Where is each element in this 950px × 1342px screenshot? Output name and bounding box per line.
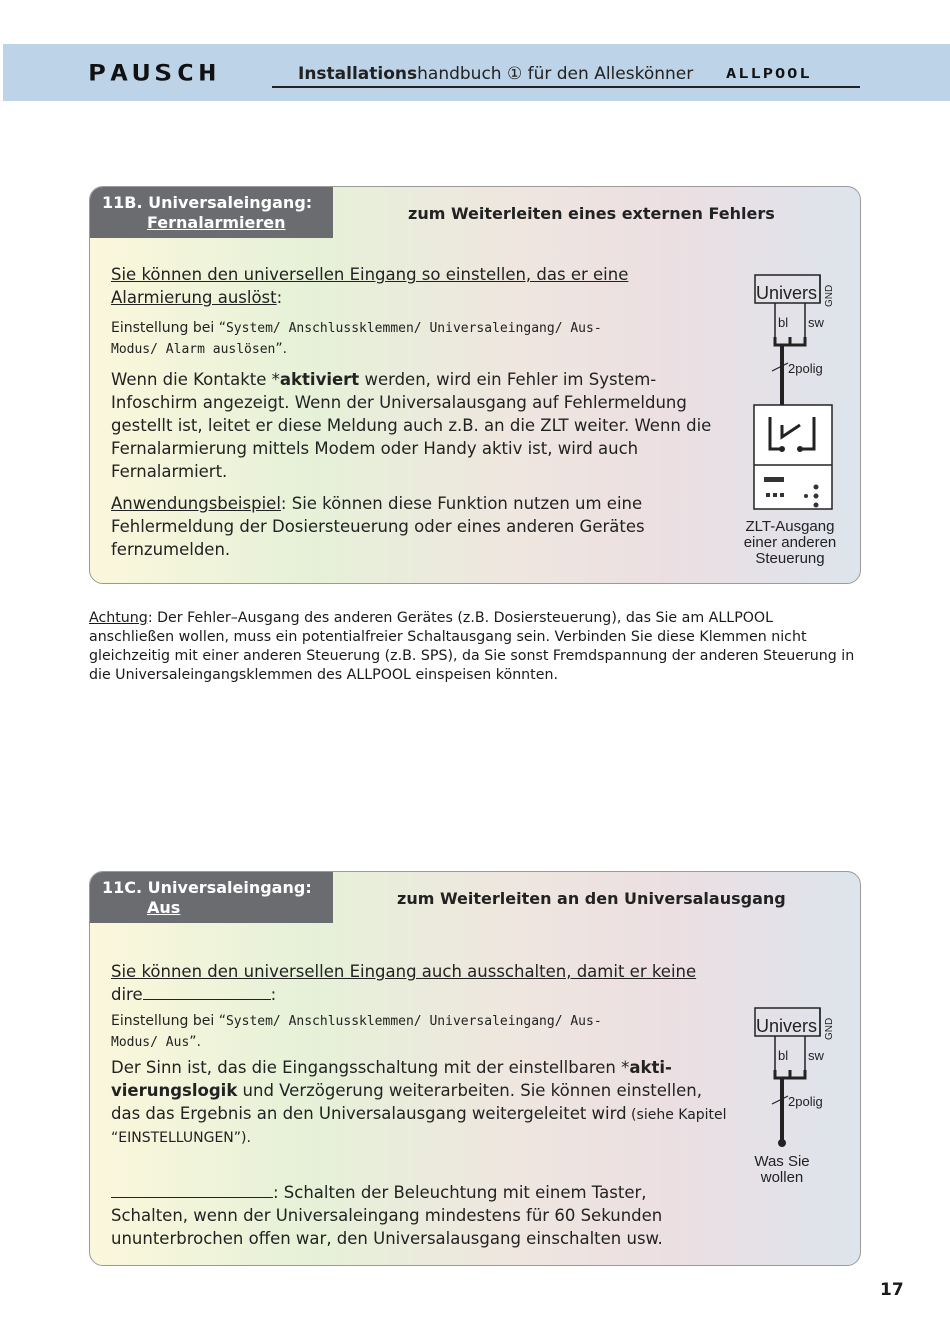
bl-label: bl	[778, 315, 789, 330]
diagram-caption-1: ZLT-Ausgang	[745, 518, 835, 535]
example-line-1: : Sie können diese Funktion nutzen um eine	[280, 494, 643, 513]
bl-label: bl	[778, 1048, 789, 1063]
blank-line	[143, 983, 271, 1000]
body-line-2: und Verzögerung weiterarbeiten. Sie können einstellen,	[237, 1081, 702, 1100]
section-11c-tab-title: 11C. Universaleingang:	[102, 878, 312, 897]
section-11c-tab-subtitle: Aus	[147, 898, 181, 917]
section-11b-tab-subtitle: Fernalarmieren	[147, 213, 286, 232]
intro-line-2-end: :	[276, 288, 283, 307]
note-label: Achtung	[89, 610, 148, 626]
section-11b-intro	[111, 263, 628, 309]
setting-path-1: System/ Anschlussklemmen/ Universaleingang/ Aus-	[225, 1014, 602, 1029]
gnd-label: GND	[824, 1017, 835, 1040]
intro-line-1: Sie können den universellen Eingang auch ausschalten, damit er keine	[111, 962, 697, 981]
example-line: Fehlermeldung der Dosiersteuerung oder eines anderen Gerätes	[111, 517, 645, 536]
section-11c-intro	[111, 960, 696, 1006]
setting-path-1: System/ Anschlussklemmen/ Universaleingang/ Aus-	[225, 321, 602, 336]
page-number: 17	[880, 1280, 904, 1300]
intro-line-1: Sie können den universellen Eingang so einstellen, das er eine	[111, 265, 629, 284]
body-line: Fernalarmiert.	[111, 462, 228, 481]
note-text: : Der Fehler–Ausgang des anderen Gerätes (z.B. Dosiersteuerung), das Sie am ALLPOOL anschließen wollen, muss ein potentialfreier Schaltausgang sein. Verbinden Sie diese Klemmen nicht gleichzeitig mit einer anderen Steuerung (z.B. SPS), da Sie sonst Fremdspannung der anderen Steuerung in die Universaleingangsklemmen des ALLPOOL einspeisen könnten.	[89, 610, 855, 683]
body-line: Fernalarmierung mittels Modem oder Handy aktiv ist, wird auch	[111, 439, 639, 458]
example-line: ununterbrochen offen war, den Universalausgang einschalten usw.	[111, 1229, 663, 1248]
cable-label: 2polig	[788, 1094, 823, 1109]
section-11b-example	[111, 492, 645, 561]
diagram-caption-2: wollen	[760, 1169, 804, 1186]
setting-suffix: ”.	[275, 341, 288, 357]
blank-line	[111, 1181, 273, 1198]
intro-line-2: dire	[111, 985, 143, 1004]
setting-suffix: ”.	[189, 1034, 201, 1050]
body-bold-2: vierungslogik	[111, 1081, 238, 1100]
body-line-3: das das Ergebnis an den Universalausgang weitergeleitet wird	[111, 1104, 627, 1123]
product-logo: ALLPOOL	[726, 66, 812, 82]
section-11c-tab	[90, 872, 333, 923]
diagram-caption-1: Was Sie	[754, 1153, 810, 1170]
body-text-a: Wenn die Kontakte *	[111, 370, 280, 389]
wiring-diagram-11b	[710, 267, 860, 577]
example-line: fernzumelden.	[111, 540, 231, 559]
section-11c-example	[111, 1181, 663, 1250]
body-text-b: werden, wird ein Fehler im System-	[359, 370, 657, 389]
wiring-diagram-11c	[710, 1000, 860, 1190]
example-line: Schalten, wenn der Universaleingang mindestens für 60 Sekunden	[111, 1206, 663, 1225]
body-line: Infoschirm angezeigt. Wenn der Universalausgang auf Fehlermeldung	[111, 393, 687, 412]
cable-label: 2polig	[788, 361, 823, 376]
setting-path-2: Modus/ Alarm auslösen	[111, 342, 276, 357]
header-title-bold: Installations	[298, 64, 418, 84]
section-11b-body	[111, 368, 711, 483]
terminal-label: Univers	[756, 283, 818, 303]
intro-line-2: Alarmierung auslöst	[111, 288, 277, 307]
section-11b-setting	[111, 318, 602, 360]
body-line-3-small: (siehe Kapitel	[626, 1107, 727, 1123]
setting-prefix: Einstellung bei “	[111, 320, 226, 336]
terminal-label: Univers	[756, 1016, 818, 1036]
setting-prefix: Einstellung bei “	[111, 1013, 226, 1029]
sw-label: sw	[808, 1048, 824, 1063]
brand-logo: PAUSCH	[88, 60, 221, 87]
section-11b-tab	[90, 187, 333, 238]
section-11b-tab-title: 11B. Universaleingang:	[102, 193, 313, 212]
body-line-4-small: “EINSTELLUNGEN”).	[111, 1130, 251, 1146]
example-label: Anwendungsbeispiel	[111, 494, 281, 513]
section-11c-body	[111, 1056, 727, 1148]
diagram-caption-2: einer anderen	[743, 534, 837, 551]
section-11c-heading: zum Weiterleiten an den Universalausgang	[397, 889, 786, 908]
section-11b-heading: zum Weiterleiten eines externen Fehlers	[408, 204, 775, 223]
sw-label: sw	[808, 315, 824, 330]
body-line: gestellt ist, leitet er diese Meldung auch z.B. an die ZLT weiter. Wenn die	[111, 416, 712, 435]
example-line-1: : Schalten der Beleuchtung mit einem Taster,	[273, 1183, 647, 1202]
warning-note	[89, 609, 859, 685]
body-line-1: Der Sinn ist, das die Eingangsschaltung mit der einstellbaren *	[111, 1058, 630, 1077]
intro-line-2-end: :	[270, 985, 277, 1004]
setting-path-2: Modus/ Aus	[111, 1035, 190, 1050]
body-bold-1: akti-	[629, 1058, 672, 1077]
body-bold: aktiviert	[279, 370, 360, 389]
header-title-rest: handbuch ① für den Alleskönner	[417, 64, 694, 84]
gnd-label: GND	[824, 284, 835, 307]
header-underline	[272, 86, 860, 88]
header-title	[298, 64, 693, 84]
section-11c-setting	[111, 1011, 602, 1053]
diagram-caption-3: Steuerung	[755, 550, 825, 567]
